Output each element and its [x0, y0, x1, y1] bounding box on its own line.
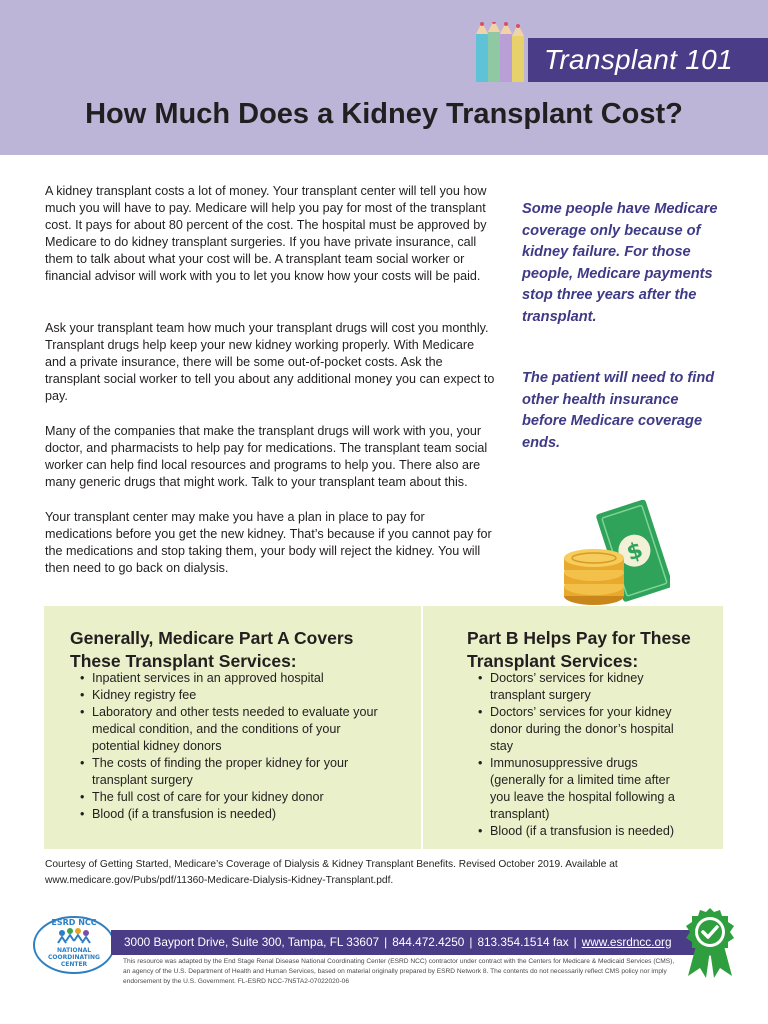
footer-contact-bar	[111, 930, 699, 955]
footer-disclaimer: This resource was adapted by the End Stage Renal Disease National Coordinating Center (ESRD NCC) contractor under contract with the Centers for Medicare & Medicaid Services (CMS), an agency of the U.S. Department of Health and Human Services, based on material originally prepared by ESRD Network 8. The contents do not necessarily reflect CMS policy nor imply endorsement by the U.S. Government. FL-ESRD NCC-7N5TA2-07022020-06	[123, 958, 675, 985]
footer-contact-text: 3000 Bayport Drive, Suite 300, Tampa, FL 33607 | 844.472.4250 | 813.354.1514 fax | www.esrdncc.org	[124, 935, 672, 949]
body-paragraph-1: A kidney transplant costs a lot of money. Your transplant center will tell you how much you will have to pay. Medicare will help you pay for most of the transplant cost. It pays for about 80 percent of the cost. The hospital must be approved by Medicare to do kidney transplant surgeries. If you have private insurance, call them to talk about what your cost will be. A transplant team social worker or financial advisor will work with you to let you know how your costs will be paid.	[45, 184, 487, 283]
body-paragraph-3: Many of the companies that make the transplant drugs will work with you, your doctor, and pharmacists to help pay for medications. The transplant team social worker can help find local resources and programs to help you. There also are many generic drugs that might work. Talk to your transplant team about this.	[45, 424, 488, 489]
footer-website-link[interactable]: www.esrdncc.org	[581, 935, 672, 949]
part-b-heading-line-2: Transplant Services:	[467, 651, 639, 671]
footer-phone[interactable]: 844.472.4250	[392, 935, 465, 949]
series-banner	[528, 38, 768, 82]
part-b-list	[476, 670, 680, 840]
body-paragraph-4: Your transplant center may make you have a plan in place to pay for medications before you get the new kidney. That’s because if you cannot pay for the medications and stop taking them, your body will reject the kidney. You will then need to go back on dialysis.	[45, 510, 492, 575]
part-b-box	[423, 606, 723, 849]
svg-text:ESRD NCC: ESRD NCC	[51, 918, 97, 927]
page-title: How Much Does a Kidney Transplant Cost?	[85, 98, 683, 130]
header-banner	[0, 0, 768, 155]
part-b-heading-line-1: Part B Helps Pay for These	[467, 628, 691, 648]
list-item: • Doctors’ services for your kidney donor during the donor’s hospital stay	[476, 704, 680, 755]
pencils-icon	[474, 22, 532, 82]
part-b-heading	[467, 627, 691, 673]
list-item: • Kidney registry fee	[78, 687, 378, 704]
part-a-box	[44, 606, 422, 849]
svg-text:COORDINATING: COORDINATING	[48, 954, 100, 961]
part-a-heading-line-2: These Transplant Services:	[70, 651, 297, 671]
list-item: • Doctors’ services for kidney transplant surgery	[476, 670, 680, 704]
list-item: • Immunosuppressive drugs (generally for a limited time after you leave the hospital following a transplant)	[476, 755, 680, 823]
part-a-list	[78, 670, 378, 823]
approved-badge-icon	[684, 906, 736, 978]
callout-paragraph-2: The patient will need to find other health insurance before Medicare coverage ends.	[522, 370, 715, 451]
list-item: • Laboratory and other tests needed to evaluate your medical condition, and the conditions of your potential kidney donors	[78, 704, 378, 755]
list-item: • The full cost of care for your kidney donor	[78, 789, 378, 806]
esrd-ncc-logo	[32, 911, 116, 975]
source-credit: Courtesy of Getting Started, Medicare’s Coverage of Dialysis & Kidney Transplant Benefits. Revised October 2019. Available at www.medicare.gov/Pubs/pdf/11360-Medicare-Dialysis-Kidney-Transplant.pdf.	[45, 859, 618, 886]
list-item: • The costs of finding the proper kidney for your transplant surgery	[78, 755, 378, 789]
svg-text:CENTER: CENTER	[60, 961, 88, 968]
callout-paragraph-1: Some people have Medicare coverage only because of kidney failure. For those people, Medicare payments stop three years after the transplant.	[522, 201, 718, 325]
footer-fax: 813.354.1514 fax	[477, 935, 569, 949]
footer-address: 3000 Bayport Drive, Suite 300, Tampa, FL 33607	[124, 935, 380, 949]
money-icon	[560, 500, 670, 610]
svg-text:$: $	[623, 537, 647, 567]
svg-text:NATIONAL: NATIONAL	[56, 947, 92, 954]
list-item: • Blood (if a transfusion is needed)	[78, 806, 378, 823]
series-title: Transplant 101	[544, 44, 733, 75]
body-paragraph-2: Ask your transplant team how much your transplant drugs will cost you monthly. Transplant drugs help keep your new kidney working properly. With Medicare and a private insurance, there will be some out-of-pocket costs. Ask the transplant social worker to tell you about any additional money you can expect to pay.	[45, 321, 495, 403]
part-a-heading	[70, 627, 353, 673]
part-a-heading-line-1: Generally, Medicare Part A Covers	[70, 628, 354, 648]
list-item: • Blood (if a transfusion is needed)	[476, 823, 680, 840]
list-item: • Inpatient services in an approved hospital	[78, 670, 378, 687]
